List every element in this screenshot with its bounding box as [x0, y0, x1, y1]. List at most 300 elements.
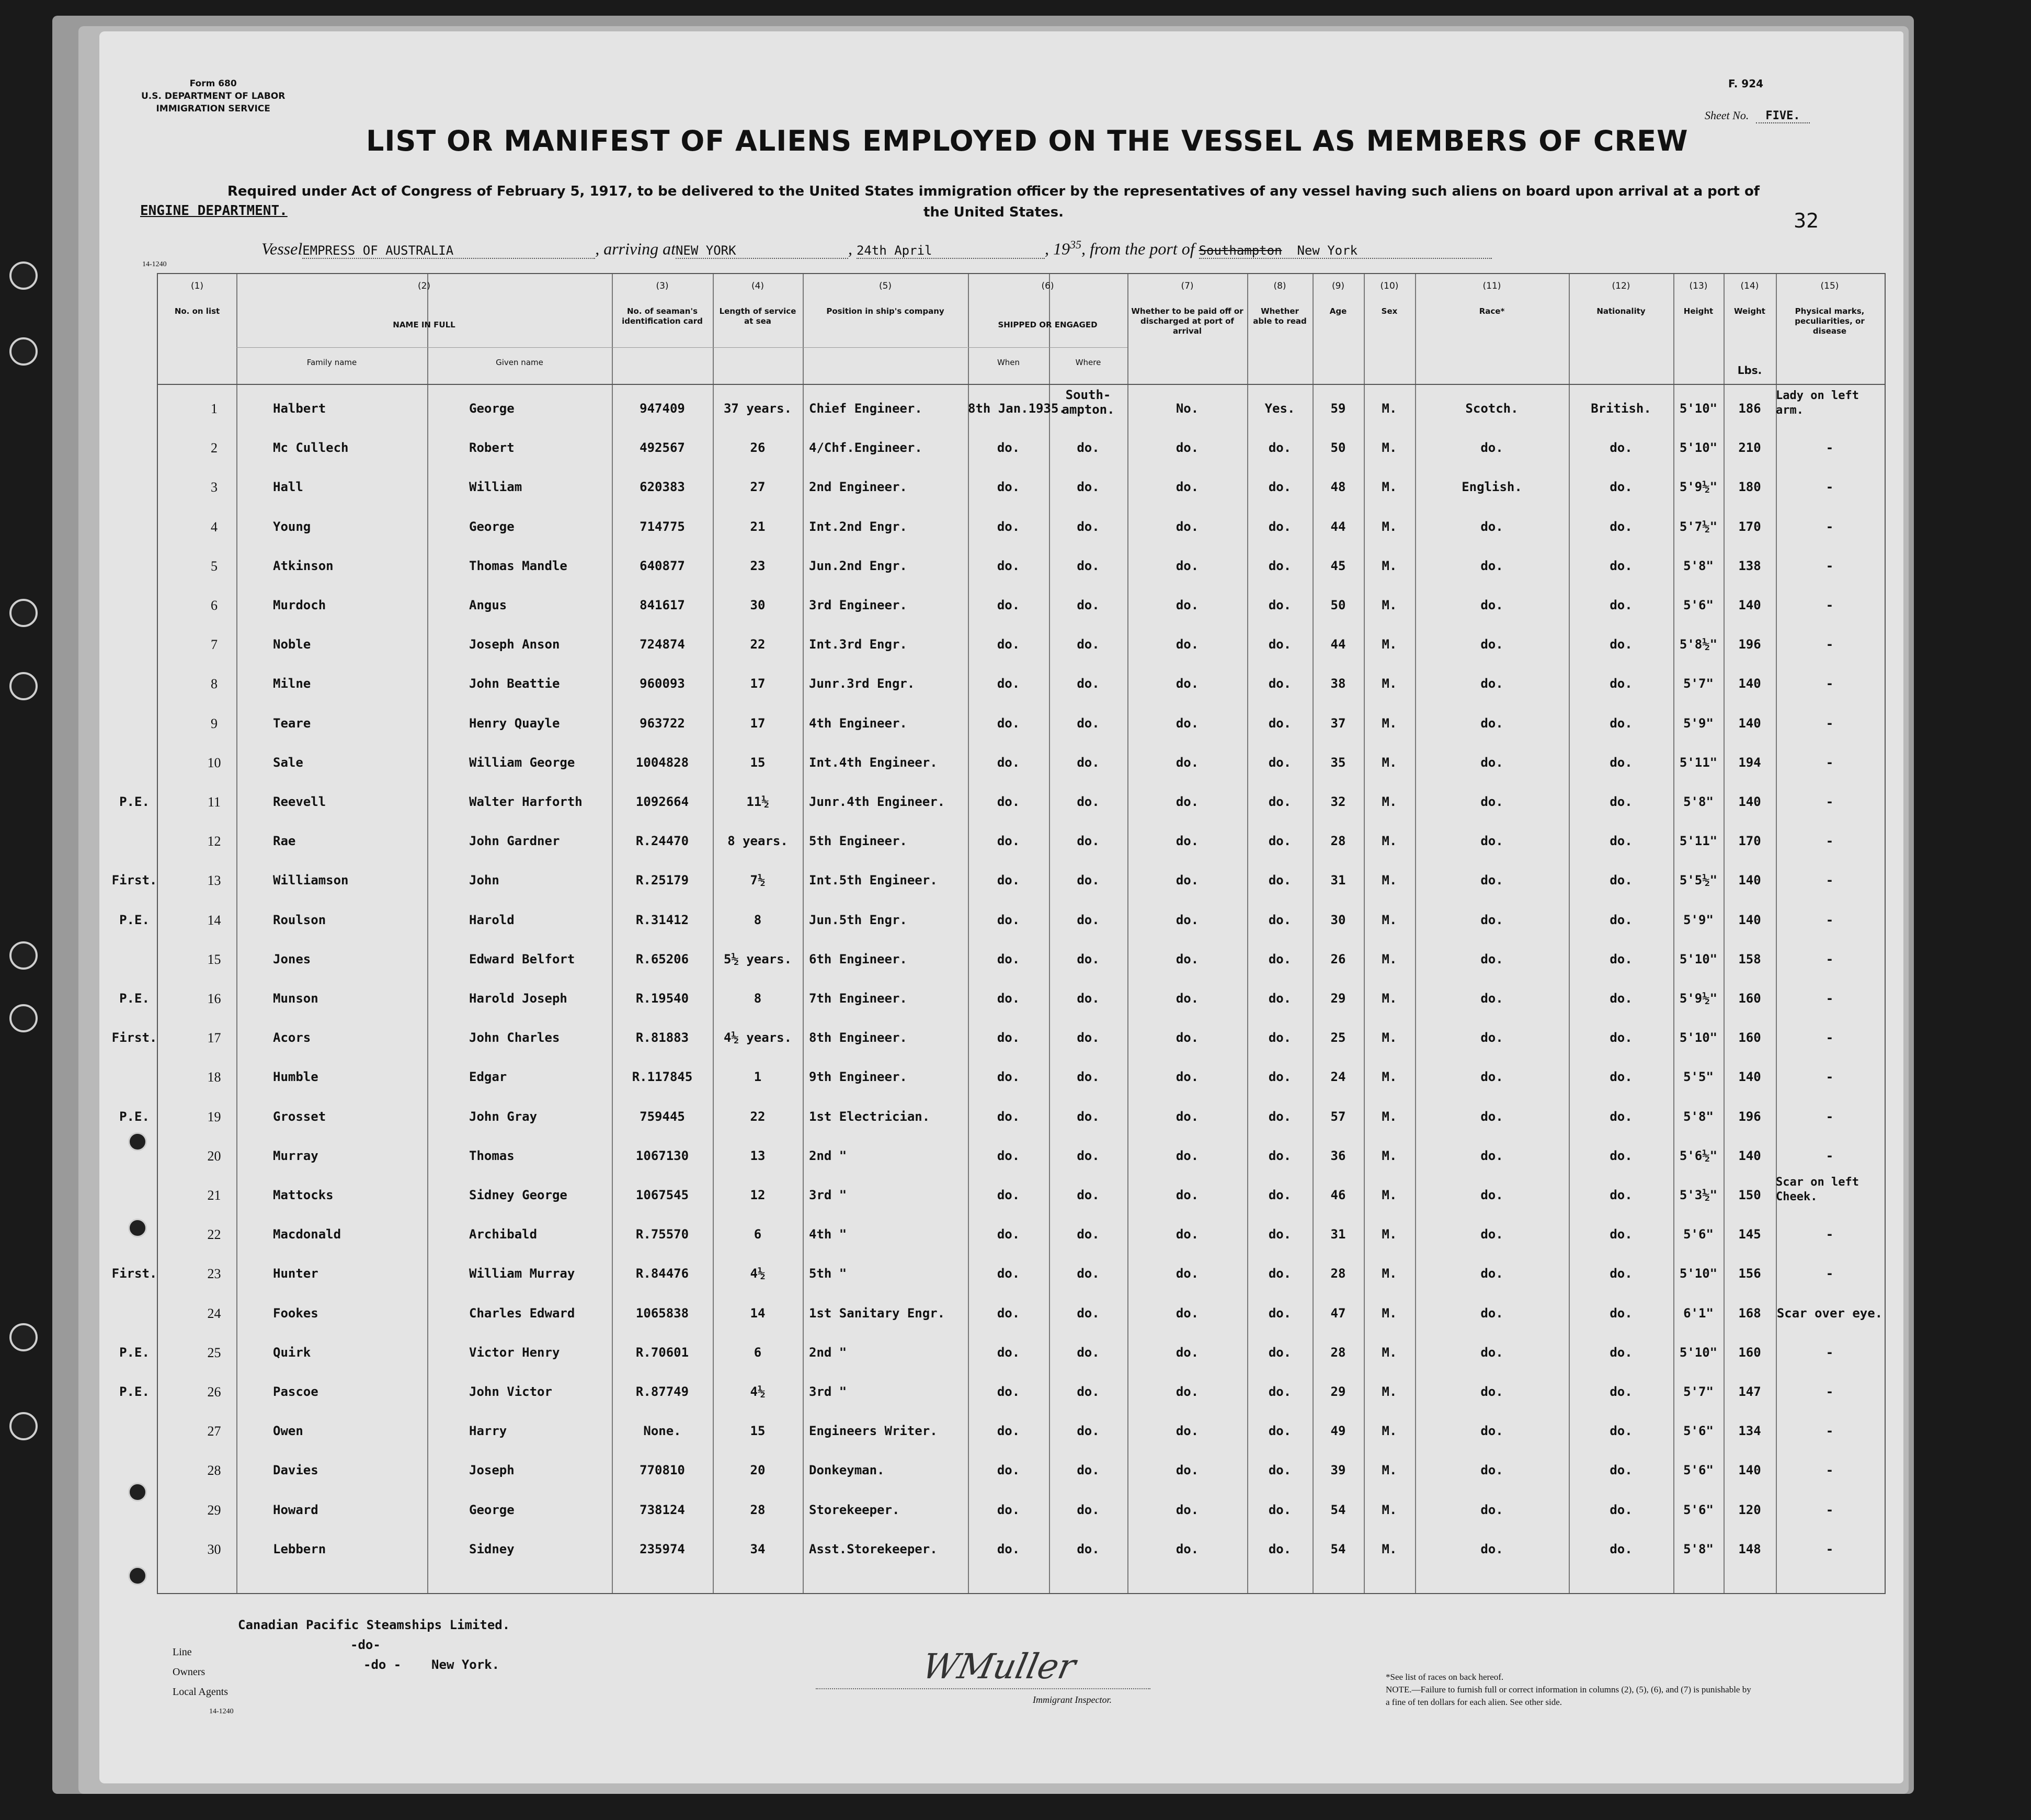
cell-read: do.	[1268, 637, 1292, 652]
arriving-port: NEW YORK	[676, 243, 848, 259]
cell-age: 25	[1330, 1030, 1346, 1045]
cell-position: 5th Engineer.	[809, 834, 907, 849]
cell-position: 4th "	[809, 1227, 847, 1242]
cell-where: do.	[1077, 912, 1100, 927]
agents-label: Local Agents	[173, 1686, 229, 1698]
cell-read: do.	[1268, 598, 1292, 612]
cell-card: R.24470	[635, 834, 689, 849]
cell-no: 24	[207, 1305, 221, 1321]
cell-paid: do.	[1176, 715, 1199, 731]
cell-service: 13	[750, 1148, 766, 1163]
cell-where: do.	[1077, 951, 1100, 966]
cell-no: 23	[207, 1266, 221, 1282]
cell-paid: do.	[1176, 794, 1199, 809]
cell-where: do.	[1077, 1463, 1100, 1478]
cell-when: do.	[997, 440, 1020, 456]
cell-marks: -	[1825, 1345, 1834, 1360]
cell-race: do.	[1480, 834, 1503, 849]
cell-when: do.	[997, 1305, 1020, 1321]
cell-age: 50	[1330, 440, 1346, 456]
cell-age: 31	[1330, 873, 1346, 888]
cell-position: 3rd "	[809, 1384, 847, 1399]
inspector-label: Immigrant Inspector.	[1033, 1694, 1112, 1705]
cell-where: do.	[1077, 519, 1100, 534]
cell-nationality: do.	[1610, 676, 1633, 691]
cell-paid: do.	[1176, 1305, 1199, 1321]
cell-height: 6'1"	[1683, 1305, 1714, 1321]
cell-when: do.	[997, 1109, 1020, 1124]
cell-sex: M.	[1382, 676, 1397, 691]
cell-when: do.	[997, 1463, 1020, 1478]
cell-service: 6	[754, 1227, 762, 1242]
cell-family: Pascoe	[273, 1384, 318, 1399]
cell-paid: do.	[1176, 755, 1199, 770]
cell-age: 44	[1330, 519, 1346, 534]
cell-weight: 186	[1738, 401, 1761, 416]
cell-when: do.	[997, 991, 1020, 1006]
cell-marks: -	[1825, 1266, 1834, 1281]
cell-age: 37	[1330, 715, 1346, 731]
cell-race: Scotch.	[1465, 401, 1519, 416]
cell-height: 5'8½"	[1679, 637, 1718, 652]
table-row	[158, 1453, 1885, 1493]
cell-where: do.	[1077, 1502, 1100, 1517]
cell-when: do.	[997, 558, 1020, 573]
column-header: Physical marks, peculiarities, or disease	[1795, 306, 1865, 336]
cell-sex: M.	[1382, 1109, 1397, 1124]
cell-paid: do.	[1176, 1109, 1199, 1124]
cell-position: 6th Engineer.	[809, 951, 907, 966]
cell-no: 22	[207, 1227, 221, 1243]
cell-marks: -	[1825, 1030, 1834, 1045]
cell-service: 28	[750, 1502, 766, 1517]
cell-position: 2nd "	[809, 1345, 847, 1360]
cell-nationality: do.	[1610, 1345, 1633, 1360]
cell-nationality: do.	[1610, 1109, 1633, 1124]
cell-read: do.	[1268, 1424, 1292, 1439]
cell-no: 20	[207, 1148, 221, 1164]
cell-given: William	[469, 480, 522, 495]
cell-age: 29	[1330, 1384, 1346, 1399]
column-header: Age	[1329, 306, 1347, 316]
cell-paid: do.	[1176, 480, 1199, 495]
cell-given: Victor Henry	[469, 1345, 560, 1360]
cell-marks: -	[1825, 991, 1834, 1006]
cell-nationality: do.	[1610, 1424, 1633, 1439]
cell-age: 54	[1330, 1502, 1346, 1517]
cell-marks: -	[1825, 1502, 1834, 1517]
cell-read: do.	[1268, 1030, 1292, 1045]
cell-marks: -	[1825, 834, 1834, 849]
cell-position: Int.2nd Engr.	[809, 519, 907, 534]
table-row	[158, 707, 1885, 746]
column-header: Race*	[1479, 306, 1505, 316]
cell-no: 9	[211, 715, 218, 731]
table-row	[158, 1060, 1885, 1099]
cell-nationality: do.	[1610, 1305, 1633, 1321]
cell-age: 28	[1330, 1266, 1346, 1281]
inspector-signature: WMuller	[918, 1646, 1079, 1687]
cell-card: 640877	[640, 558, 685, 573]
cell-read: do.	[1268, 912, 1292, 927]
cell-sex: M.	[1382, 598, 1397, 612]
margin-note: P.E.	[119, 1109, 150, 1124]
cell-marks: -	[1825, 637, 1834, 652]
cell-family: Davies	[273, 1463, 318, 1478]
cell-sex: M.	[1382, 912, 1397, 927]
cell-marks: -	[1825, 1109, 1834, 1124]
cell-where: do.	[1077, 1541, 1100, 1556]
cell-paid: do.	[1176, 873, 1199, 888]
cell-height: 5'5"	[1683, 1070, 1714, 1085]
cell-age: 31	[1330, 1227, 1346, 1242]
cell-weight: 160	[1738, 991, 1761, 1006]
column-number: (3)	[656, 281, 669, 291]
crew-table	[111, 273, 1886, 1594]
cell-when: do.	[997, 873, 1020, 888]
table-row	[119, 1336, 1885, 1375]
cell-age: 57	[1330, 1109, 1346, 1124]
cell-nationality: do.	[1610, 1030, 1633, 1045]
cell-height: 5'3½"	[1679, 1188, 1718, 1202]
cell-nationality: do.	[1610, 480, 1633, 495]
cell-family: Hall	[273, 480, 303, 495]
cell-card: 1067130	[635, 1148, 689, 1163]
cell-height: 5'8"	[1683, 1541, 1714, 1556]
cell-card: 738124	[640, 1502, 685, 1517]
cell-card: R.87749	[635, 1384, 689, 1399]
cell-where: do.	[1077, 1305, 1100, 1321]
year-suffix: 35	[1069, 238, 1081, 251]
header-rule	[968, 347, 1127, 348]
cell-height: 5'9½"	[1679, 480, 1718, 495]
cell-when: do.	[997, 1266, 1020, 1281]
cell-sex: M.	[1382, 1305, 1397, 1321]
cell-weight: 160	[1738, 1345, 1761, 1360]
cell-height: 5'6½"	[1679, 1148, 1718, 1163]
cell-card: 963722	[640, 715, 685, 731]
cell-age: 35	[1330, 755, 1346, 770]
cell-race: do.	[1480, 1109, 1503, 1124]
cell-age: 44	[1330, 637, 1346, 652]
cell-paid: do.	[1176, 1266, 1199, 1281]
column-header: Whether able to read	[1253, 306, 1307, 326]
cell-age: 28	[1330, 1345, 1346, 1360]
cell-given: John Beattie	[469, 676, 560, 691]
cell-position: Int.3rd Engr.	[809, 637, 907, 652]
arriving-label: , arriving at	[595, 239, 676, 258]
cell-sex: M.	[1382, 1070, 1397, 1085]
margin-note: First.	[111, 873, 157, 888]
cell-when: do.	[997, 1384, 1020, 1399]
cell-when: do.	[997, 912, 1020, 927]
cell-race: do.	[1480, 558, 1503, 573]
cell-service: 8	[754, 991, 762, 1006]
cell-position: Asst.Storekeeper.	[809, 1541, 938, 1556]
cell-race: do.	[1480, 1384, 1503, 1399]
cell-where: South-ampton.	[1062, 388, 1115, 417]
cell-family: Munson	[273, 991, 318, 1006]
cell-height: 5'6"	[1683, 1502, 1714, 1517]
cell-position: Jun.2nd Engr.	[809, 558, 907, 573]
cell-where: do.	[1077, 1227, 1100, 1242]
year-prefix: 19	[1053, 239, 1070, 258]
table-row	[158, 1218, 1885, 1257]
cell-card: 724874	[640, 637, 685, 652]
cell-age: 46	[1330, 1188, 1346, 1202]
cell-no: 6	[211, 598, 218, 613]
cell-where: do.	[1077, 676, 1100, 691]
table-row	[158, 1139, 1885, 1178]
cell-paid: do.	[1176, 637, 1199, 652]
cell-given: John Charles	[469, 1030, 560, 1045]
form-department: U.S. DEPARTMENT OF LABOR	[141, 91, 286, 101]
cell-sex: M.	[1382, 794, 1397, 809]
column-header: NAME IN FULL	[393, 320, 455, 329]
cell-read: do.	[1268, 1188, 1292, 1202]
cell-marks: -	[1825, 519, 1834, 534]
cell-race: do.	[1480, 1541, 1503, 1556]
cell-sex: M.	[1382, 1148, 1397, 1163]
table-row	[158, 588, 1885, 628]
cell-height: 5'6"	[1683, 1227, 1714, 1242]
footer-notes	[1386, 1671, 1752, 1709]
cell-card: R.65206	[635, 951, 689, 966]
cell-weight: 158	[1738, 951, 1761, 966]
cell-marks: -	[1825, 676, 1834, 691]
table-row	[111, 1021, 1885, 1060]
cell-read: do.	[1268, 834, 1292, 849]
cell-weight: 140	[1738, 912, 1761, 927]
cell-service: 12	[750, 1188, 766, 1202]
cell-marks: -	[1825, 794, 1834, 809]
cell-race: do.	[1480, 951, 1503, 966]
cell-position: 4th Engineer.	[809, 715, 907, 731]
table-row	[111, 1257, 1885, 1296]
column-header: Sex	[1381, 306, 1398, 316]
cell-sex: M.	[1382, 1463, 1397, 1478]
cell-height: 5'9"	[1683, 912, 1714, 927]
cell-read: do.	[1268, 1070, 1292, 1085]
cell-nationality: British.	[1591, 401, 1651, 416]
cell-when: do.	[997, 1030, 1020, 1045]
cell-when: do.	[997, 1188, 1020, 1202]
cell-family: Murray	[273, 1148, 318, 1163]
cell-where: do.	[1077, 1109, 1100, 1124]
cell-race: do.	[1480, 637, 1503, 652]
cell-card: 759445	[640, 1109, 685, 1124]
cell-weight: 134	[1738, 1424, 1761, 1439]
cell-when: do.	[997, 637, 1020, 652]
cell-paid: do.	[1176, 912, 1199, 927]
cell-no: 17	[207, 1030, 221, 1046]
cell-weight: 196	[1738, 1109, 1761, 1124]
cell-height: 5'7"	[1683, 1384, 1714, 1399]
cell-age: 49	[1330, 1424, 1346, 1439]
cell-card: 1092664	[635, 794, 689, 809]
column-number: (14)	[1740, 281, 1759, 291]
cell-age: 59	[1330, 401, 1346, 416]
sheet-number	[1705, 109, 1810, 122]
cell-paid: do.	[1176, 1384, 1199, 1399]
cell-when: do.	[997, 1227, 1020, 1242]
column-subheader: When	[997, 358, 1020, 367]
cell-when: do.	[997, 1148, 1020, 1163]
cell-height: 5'7½"	[1679, 519, 1718, 534]
table-row	[158, 746, 1885, 785]
cell-card: 492567	[640, 440, 685, 456]
cell-service: 26	[750, 440, 766, 456]
cell-position: 4/Chf.Engineer.	[809, 440, 922, 456]
cell-read: do.	[1268, 873, 1292, 888]
cell-weight: 210	[1738, 440, 1761, 456]
cell-when: do.	[997, 834, 1020, 849]
cell-given: Thomas Mandle	[469, 558, 567, 573]
cell-position: 2nd Engineer.	[809, 480, 907, 495]
cell-race: do.	[1480, 519, 1503, 534]
cell-read: do.	[1268, 1227, 1292, 1242]
cell-nationality: do.	[1610, 755, 1633, 770]
cell-paid: do.	[1176, 1345, 1199, 1360]
cell-race: do.	[1480, 755, 1503, 770]
cell-height: 5'9"	[1683, 715, 1714, 731]
cell-card: 1065838	[635, 1305, 689, 1321]
cell-service: 37 years.	[723, 401, 792, 416]
cell-given: Sidney George	[469, 1188, 567, 1202]
cell-race: do.	[1480, 715, 1503, 731]
table-row	[158, 942, 1885, 982]
line-value: Canadian Pacific Steamships Limited.	[238, 1618, 510, 1632]
cell-position: 3rd Engineer.	[809, 598, 907, 612]
cell-position: 9th Engineer.	[809, 1070, 907, 1085]
header-rule	[158, 384, 1885, 385]
cell-race: English.	[1462, 480, 1522, 495]
cell-card: R.117845	[632, 1070, 693, 1085]
cell-given: Edward Belfort	[469, 951, 575, 966]
cell-nationality: do.	[1610, 1188, 1633, 1202]
cell-no: 27	[207, 1424, 221, 1439]
cell-given: Sidney	[469, 1541, 515, 1556]
from-label: , from the port of	[1081, 239, 1195, 258]
cell-race: do.	[1480, 1345, 1503, 1360]
column-number: (2)	[417, 281, 431, 291]
cell-where: do.	[1077, 1424, 1100, 1439]
cell-marks: Scar over eye.	[1776, 1305, 1883, 1321]
cell-height: 5'8"	[1683, 794, 1714, 809]
cell-position: Storekeeper.	[809, 1502, 900, 1517]
cell-position: Chief Engineer.	[809, 401, 922, 416]
margin-note: P.E.	[119, 1345, 150, 1360]
races-note: *See list of races on back hereof.	[1386, 1672, 1504, 1682]
cell-marks: -	[1825, 912, 1834, 927]
cell-given: Robert	[469, 440, 515, 456]
cell-family: Williamson	[273, 873, 349, 888]
page-subtitle: Required under Act of Congress of February 5, 1917, to be delivered to the United States immigration officer by the representatives of any vessel having such aliens on board upon arrival at a port of the United States.	[227, 184, 1760, 220]
cell-where: do.	[1077, 440, 1100, 456]
cell-where: do.	[1077, 1384, 1100, 1399]
table-row	[119, 1100, 1885, 1139]
cell-where: do.	[1077, 1148, 1100, 1163]
cell-nationality: do.	[1610, 1266, 1633, 1281]
cell-marks: Scar on left Cheek.	[1776, 1176, 1859, 1203]
cell-weight: 140	[1738, 1070, 1761, 1085]
cell-read: do.	[1268, 1541, 1292, 1556]
cell-read: do.	[1268, 558, 1292, 573]
column-header: Height	[1683, 306, 1714, 316]
cell-where: do.	[1077, 637, 1100, 652]
cell-read: do.	[1268, 519, 1292, 534]
cell-paid: do.	[1176, 1030, 1199, 1045]
cell-given: Edgar	[469, 1070, 507, 1085]
cell-marks: -	[1825, 440, 1834, 456]
cell-given: Charles Edward	[469, 1305, 575, 1321]
cell-position: Int.4th Engineer.	[809, 755, 938, 770]
cell-age: 47	[1330, 1305, 1346, 1321]
department-label: ENGINE DEPARTMENT.	[140, 203, 288, 219]
cell-paid: do.	[1176, 676, 1199, 691]
cell-paid: do.	[1176, 598, 1199, 612]
cell-sex: M.	[1382, 755, 1397, 770]
cell-read: do.	[1268, 1502, 1292, 1517]
cell-nationality: do.	[1610, 951, 1633, 966]
column-header: Whether to be paid off or discharged at port of arrival	[1131, 306, 1243, 336]
cell-age: 32	[1330, 794, 1346, 809]
cell-read: do.	[1268, 1148, 1292, 1163]
cell-paid: do.	[1176, 1148, 1199, 1163]
table-row	[158, 1296, 1885, 1336]
cell-marks: -	[1825, 558, 1834, 573]
cell-service: 23	[750, 558, 766, 573]
cell-race: do.	[1480, 1305, 1503, 1321]
cell-no: 3	[211, 480, 218, 495]
cell-given: Joseph	[469, 1463, 515, 1478]
cell-sex: M.	[1382, 873, 1397, 888]
cell-sex: M.	[1382, 519, 1397, 534]
cell-family: Noble	[273, 637, 311, 652]
cell-age: 48	[1330, 480, 1346, 495]
cell-height: 5'7"	[1683, 676, 1714, 691]
cell-when: do.	[997, 519, 1020, 534]
cell-sex: M.	[1382, 440, 1397, 456]
cell-when: do.	[997, 755, 1020, 770]
column-number: (15)	[1820, 281, 1839, 291]
cell-paid: do.	[1176, 1463, 1199, 1478]
cell-nationality: do.	[1610, 873, 1633, 888]
cell-weight: 156	[1738, 1266, 1761, 1281]
table-row	[158, 1532, 1885, 1572]
cell-when: do.	[997, 1502, 1020, 1517]
cell-given: John Victor	[469, 1384, 552, 1399]
cell-race: do.	[1480, 873, 1503, 888]
cell-height: 5'5½"	[1679, 873, 1718, 888]
cell-card: 1067545	[635, 1188, 689, 1202]
cell-nationality: do.	[1610, 794, 1633, 809]
cell-when: 8th Jan.1935.	[968, 401, 1066, 416]
cell-no: 7	[211, 637, 218, 653]
cell-marks: -	[1825, 1148, 1834, 1163]
cell-race: do.	[1480, 1030, 1503, 1045]
cell-no: 19	[207, 1109, 221, 1124]
cell-where: do.	[1077, 480, 1100, 495]
cell-position: 2nd "	[809, 1148, 847, 1163]
cell-race: do.	[1480, 1070, 1503, 1085]
cell-sex: M.	[1382, 1502, 1397, 1517]
cell-family: Grosset	[273, 1109, 326, 1124]
cell-no: 21	[207, 1188, 221, 1203]
cell-marks: -	[1825, 715, 1834, 731]
footer-code: 14-1240	[209, 1708, 234, 1715]
cell-card: R.19540	[635, 991, 689, 1006]
